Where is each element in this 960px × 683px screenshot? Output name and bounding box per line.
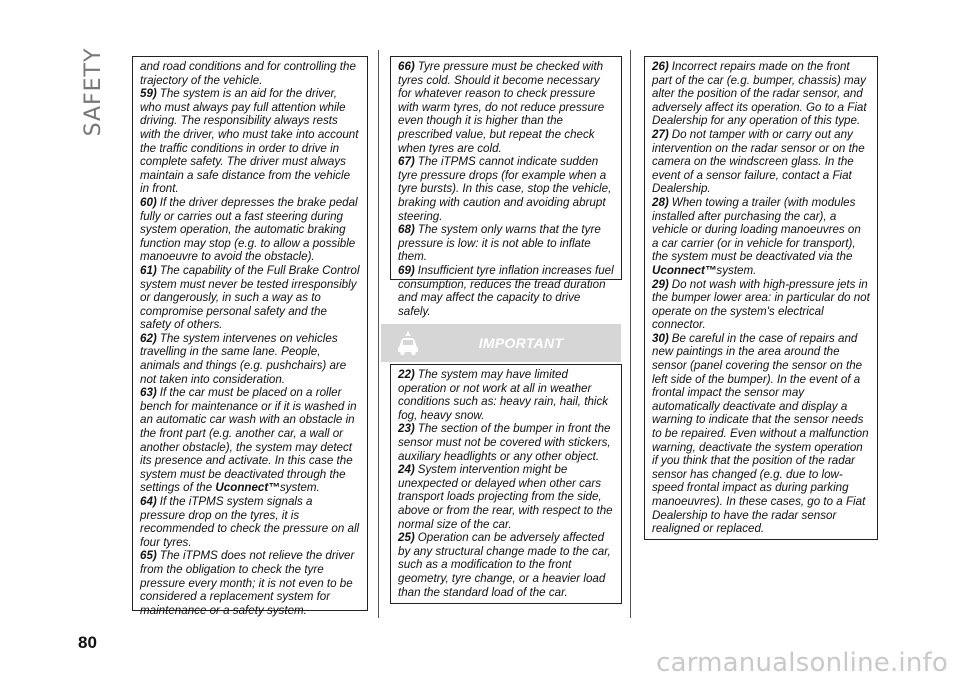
note-paragraph (398, 264, 614, 318)
note-text: and road conditions and for controlling the trajectory of the vehicle. (140, 60, 356, 87)
note-text: The system may have limited operation or not work at all in weather conditions such as: heavy rain, hail, thick fog, heavy snow. (398, 368, 609, 422)
note-paragraph (140, 60, 360, 87)
note-text: Tyre pressure must be checked with tyres cold. Should it become necessary for whatever reason to check pressure with warm tyres, do not reduce pressure even though it is higher than the prescribed value, but repeat the check when tyres are cold. (398, 60, 605, 155)
note-text-tail: system. (716, 263, 757, 277)
note-number: 68) (398, 223, 415, 237)
watermark: carmanualsonline.info (656, 648, 948, 678)
note-number: 61) (140, 263, 157, 277)
note-text: If the car must be placed on a roller bench for maintenance or if it is washed in an automatic car wash with an obstacle in the front part (e.g. another car, a wall or another obstacle), the system may detect its presence and activate. In this case the system must be deactivated through the settings of the (140, 386, 357, 495)
note-text: System intervention might be unexpected or delayed when other cars transport loads projecting from the side, above or from the rear, with respect to the normal size of the car. (398, 463, 613, 531)
note-number: 28) (652, 195, 669, 209)
warning-box-column-2 (390, 56, 622, 318)
note-paragraph (140, 332, 360, 386)
note-text: The capability of the Full Brake Control system must never be tested irresponsibly or dangerously, in such a way as to compromise personal safety and the safety of others. (140, 263, 360, 332)
brand-name: Uconnect™ (652, 263, 717, 277)
note-number: 27) (652, 127, 669, 141)
note-text: Do not wash with high-pressure jets in the bumper lower area: in particular do not operate on the system's electrical connector. (652, 277, 870, 332)
note-text: Operation can be adversely affected by any structural change made to the car, such as a modification to the front geometry, tyre change, or a heavier load than the standard load of the car. (398, 531, 611, 599)
note-text: Do not tamper with or carry out any intervention on the radar sensor or on the camera on the windscreen glass. In the event of a sensor failure, contact a Fiat Dealership. (652, 127, 865, 196)
note-paragraph (398, 155, 614, 223)
note-text: Insufficient tyre inflation increases fuel consumption, reduces the tread duration and may affect the capacity to drive safely. (398, 263, 614, 318)
note-number: 23) (398, 422, 415, 436)
important-header (381, 324, 621, 362)
note-text: If the iTPMS system signals a pressure drop on the tyres, it is recommended to check the pressure on all four tyres. (140, 495, 360, 549)
note-paragraph (140, 264, 360, 332)
note-paragraph (652, 332, 870, 536)
important-title: IMPORTANT (478, 335, 564, 351)
note-number: 30) (652, 331, 669, 345)
warning-box-column-3 (644, 56, 878, 540)
note-paragraph (140, 386, 360, 495)
note-number: 60) (140, 195, 157, 209)
important-box (390, 364, 622, 604)
note-text: The system is an aid for the driver, who must always pay full attention while driving. The responsibility always rests with the driver, who must take into account the traffic conditions in order to drive in complete safety. The driver must always maintain a safe distance from the vehicle in front. (140, 87, 359, 196)
note-text-tail: system. (279, 481, 320, 495)
note-number: 62) (140, 331, 157, 345)
column-divider-1 (378, 50, 379, 618)
note-text: The section of the bumper in front the sensor must not be covered with stickers, auxiliary headlights or any other object. (398, 422, 611, 463)
note-paragraph (398, 223, 614, 264)
note-text: The system intervenes on vehicles travelling in the same lane. People, animals and things (e.g. pushchairs) are not taken into consideration. (140, 331, 347, 386)
page-number: 80 (78, 633, 97, 652)
note-paragraph (398, 422, 614, 463)
note-paragraph (398, 531, 614, 599)
brand-name: Uconnect™ (215, 481, 280, 495)
note-number: 67) (398, 155, 415, 169)
note-number: 59) (140, 87, 157, 101)
note-number: 66) (398, 60, 415, 73)
note-number: 65) (140, 549, 157, 563)
note-paragraph (652, 196, 870, 278)
note-text: If the driver depresses the brake pedal fully or carries out a fast steering during system operation, the automatic braking function may stop (e.g. to allow a possible manoeuvre to avoid the obstacle). (140, 195, 358, 264)
note-number: 25) (398, 531, 415, 545)
note-number: 24) (398, 463, 415, 477)
note-text: The iTPMS does not relieve the driver from the obligation to check the tyre pressure every month; it is not even to be considered a replacement system for maintenance or a safety system. (140, 549, 355, 617)
note-paragraph (140, 549, 360, 617)
section-label: SAFETY (80, 47, 106, 137)
note-text: When towing a trailer (with modules installed after purchasing the car), a vehicle or during loading manoeuvres on a car carrier (or in vehicle for transport), the system must be deactivated via the (652, 195, 861, 264)
warning-box-column-1 (132, 56, 368, 617)
note-text: The iTPMS cannot indicate sudden tyre pressure drops (for example when a tyre bursts). In this case, stop the vehicle, braking with caution and avoiding abrupt steering. (398, 155, 612, 223)
note-number: 22) (398, 368, 415, 381)
note-paragraph (652, 60, 870, 128)
note-number: 69) (398, 263, 415, 277)
note-paragraph (652, 278, 870, 332)
note-paragraph (652, 128, 870, 196)
note-paragraph (140, 196, 360, 264)
note-number: 63) (140, 386, 157, 400)
note-number: 29) (652, 277, 669, 291)
note-paragraph (398, 60, 614, 155)
note-paragraph (140, 495, 360, 549)
note-text: Incorrect repairs made on the front part of the car (e.g. bumper, chassis) may alter the position of the radar sensor, and adversely affect its operation. Go to a Fiat Dealership for any operation of this type. (652, 60, 867, 128)
note-text: The system only warns that the tyre pressure is low: it is not able to inflate them. (398, 223, 601, 264)
note-text: Be careful in the case of repairs and new paintings in the area around the sensor (panel covering the sensor on the left side of the bumper). In the event of a frontal impact the sensor may automatically deactivate and display a warning to indicate that the sensor needs to be repaired. Even without a malfunction warning, deactivate the system operation if you think that the position of the radar sensor has changed (e.g. due to low-speed frontal impact as during parking manoeuvres). In these cases, go to a Fiat Dealership to have the radar sensor realigned or replaced. (652, 331, 869, 536)
column-divider-2 (630, 50, 631, 618)
note-number: 26) (652, 60, 669, 73)
note-paragraph (398, 368, 614, 422)
note-paragraph (398, 463, 614, 531)
note-paragraph (140, 87, 360, 196)
note-number: 64) (140, 495, 157, 508)
